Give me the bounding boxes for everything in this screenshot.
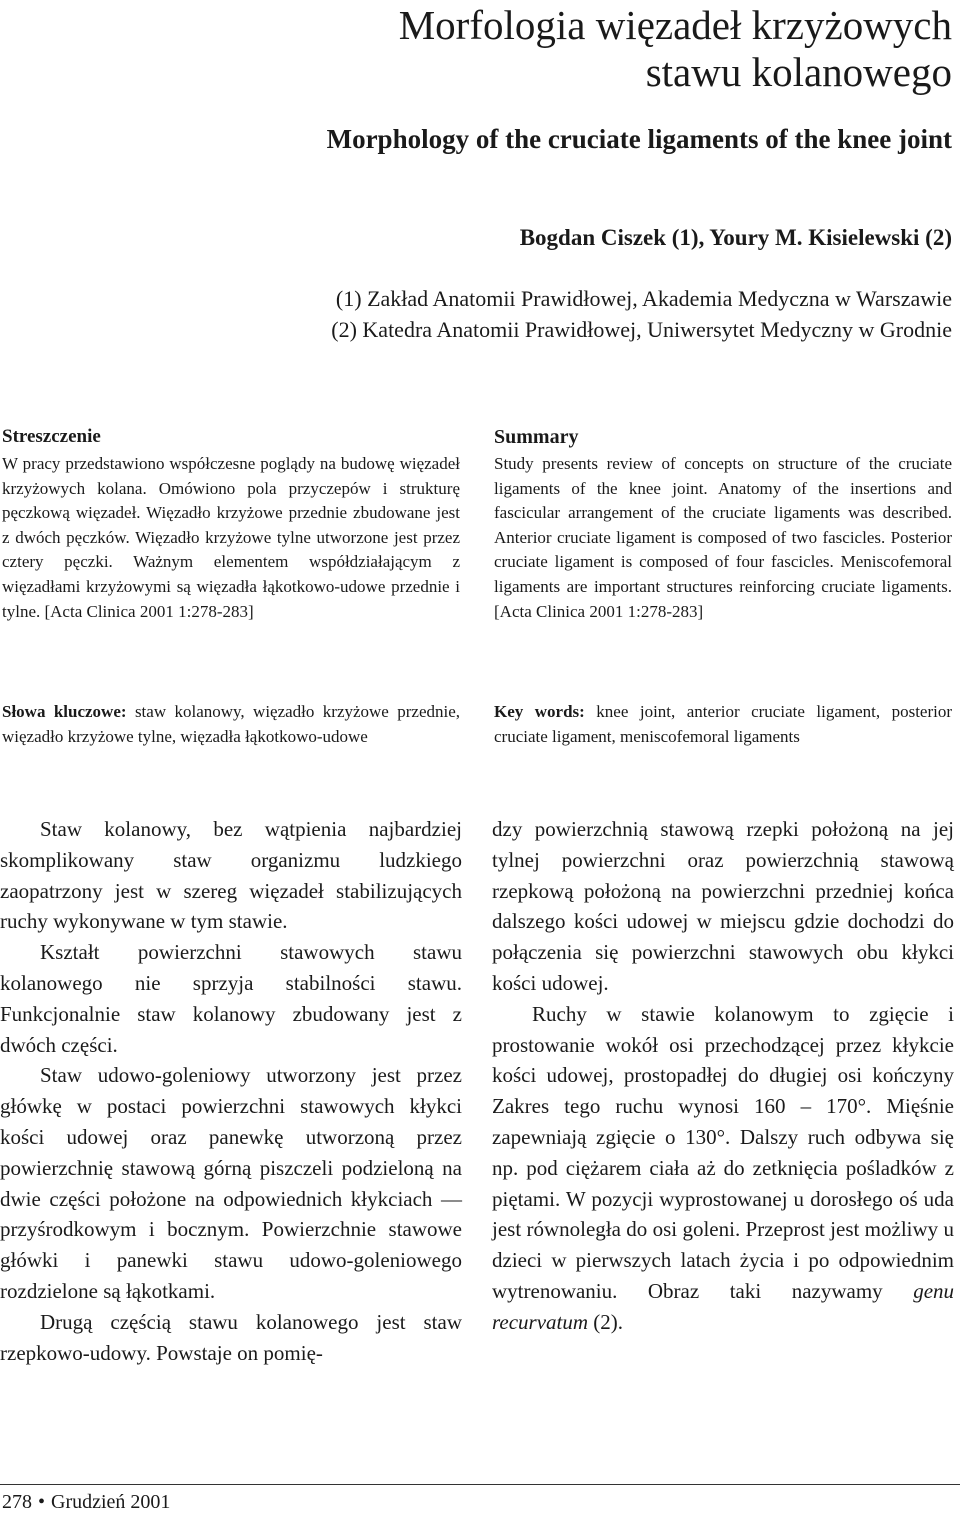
body-paragraph-text: Ruchy w stawie kolanowym to zgięcie i prostowanie wokół osi przechodzącej przez kłykcie kości udowej, prostopadłej do długiej osi kończyny Zakres tego ruchu wynosi 160 – 170°. Mięśnie zapewniają zgięcie o 130°. Dalszy ruch odbywa się np. pod ciężarem ciała aż do zetknięcia pośladków z piętami. W pozycji wyprostowanej u dorosłego oś uda jest równoległa do osi goleni. Przeprost jest możliwy u dzieci w pierwszych latach życia i po odpowiednim wytrenowaniu. Obraz taki nazywamy [492, 1001, 954, 1303]
citation: (2). [588, 1309, 624, 1334]
body-paragraph: Staw kolanowy, bez wątpienia najbardziej skomplikowany staw organizmu ludzkiego zaopatrzony jest w szereg więzadeł stabilizujących ruchy wykonywane w tym stawie. [0, 817, 462, 934]
body-paragraph: Kształt powierzchni stawowych stawu kolanowego nie sprzyja stabilności stawu. Funkcjonalnie staw kolanowy zbudowany jest z dwóch części. [0, 940, 462, 1057]
abstract-english [494, 424, 952, 624]
body-paragraph: Drugą częścią stawu kolanowego jest staw rzepkowo-udowy. Powstaje on pomię- [0, 1309, 462, 1365]
affiliations [52, 283, 952, 345]
paper-title [52, 2, 952, 96]
abstract-english-heading: Summary [494, 426, 579, 448]
title-line-2: stawu kolanowego [645, 49, 952, 95]
authors: Bogdan Ciszek (1), Youry M. Kisielewski (2) [519, 225, 952, 250]
body-paragraph [492, 999, 954, 1338]
body-column-right [492, 814, 954, 1338]
footer-rule [0, 1484, 960, 1485]
keywords-english-text: knee joint, anterior cruciate ligament, posterior cruciate ligament, meniscofemoral ligaments [494, 702, 953, 746]
keywords-english-label: Key words: [494, 702, 585, 721]
page-number: 278 [2, 1491, 32, 1513]
keywords-english [494, 700, 952, 749]
issue-date: Grudzień 2001 [51, 1491, 171, 1513]
paper-subtitle: Morphology of the cruciate ligaments of the knee joint [326, 124, 952, 154]
body-paragraph-continuation: dzy powierzchnią stawową rzepki położoną na jej tylnej powierzchni oraz powierzchnią stawową rzepkową położoną na powierzchni przedniej końca dalszego kości udowej w miejscu gdzie dochodzi do połączenia się powierzchni stawowych obu kłykci kości udowej. [492, 817, 954, 995]
body-column-left [0, 814, 462, 1368]
keywords-polish-label: Słowa kluczowe: [2, 702, 127, 721]
body-paragraph: Staw udowo-goleniowy utworzony jest przez główkę w postaci powierzchni stawowych kłykci kości udowej oraz panewkę utworzoną przez powierzchnię stawową górną piszczeli podzieloną na dwie części położone na odpowiednich kłykciach — przyśrodkowym i bocznym. Powierzchnie stawowe główki i panewki stawu udowo-goleniowego rozdzielone są łąkotkami. [0, 1063, 462, 1303]
keywords-polish [2, 700, 460, 749]
abstract-polish [2, 424, 460, 624]
bullet-separator: • [38, 1491, 46, 1513]
affiliation-1: (1) Zakład Anatomii Prawidłowej, Akademia Medyczna w Warszawie [335, 286, 952, 311]
abstract-polish-heading: Streszczenie [2, 426, 101, 447]
keywords-polish-text: staw kolanowy, więzadło krzyżowe przednie, więzadło krzyżowe tylne, więzadła łąkotkowo-udowe [2, 702, 461, 746]
latin-term: genu recurvatum [492, 1278, 955, 1334]
page-footer [2, 1490, 170, 1514]
affiliation-2: (2) Katedra Anatomii Prawidłowej, Uniwersytet Medyczny w Grodnie [331, 317, 952, 342]
title-line-1: Morfologia więzadeł krzyżowych [398, 2, 952, 48]
abstract-english-text: Study presents review of concepts on structure of the cruciate ligaments of the knee joint. Anatomy of the insertions and fascicular arrangement of the cruciate ligaments was described. Anterior cruciate ligament is composed of two fascicles. Posterior cruciate ligament is composed of four fascicles. Meniscofemoral ligaments are important structures reinforcing cruciate ligaments. [Acta Clinica 2001 1:278-283] [494, 454, 952, 621]
abstract-polish-text: W pracy przedstawiono współczesne poglądy na budowę więzadeł krzyżowych kolana. Omówiono pola przyczepów i strukturę pęczkową więzadeł. Więzadło krzyżowe przednie zbudowane jest z dwóch pęczków. Więzadło krzyżowe tylne utworzone jest przez cztery pęczki. Ważnym elementem współdziałającym z więzadłami krzyżowymi są więzadła łąkotkowo-udowe przednie i tylne. [Acta Clinica 2001 1:278-283] [2, 454, 460, 621]
